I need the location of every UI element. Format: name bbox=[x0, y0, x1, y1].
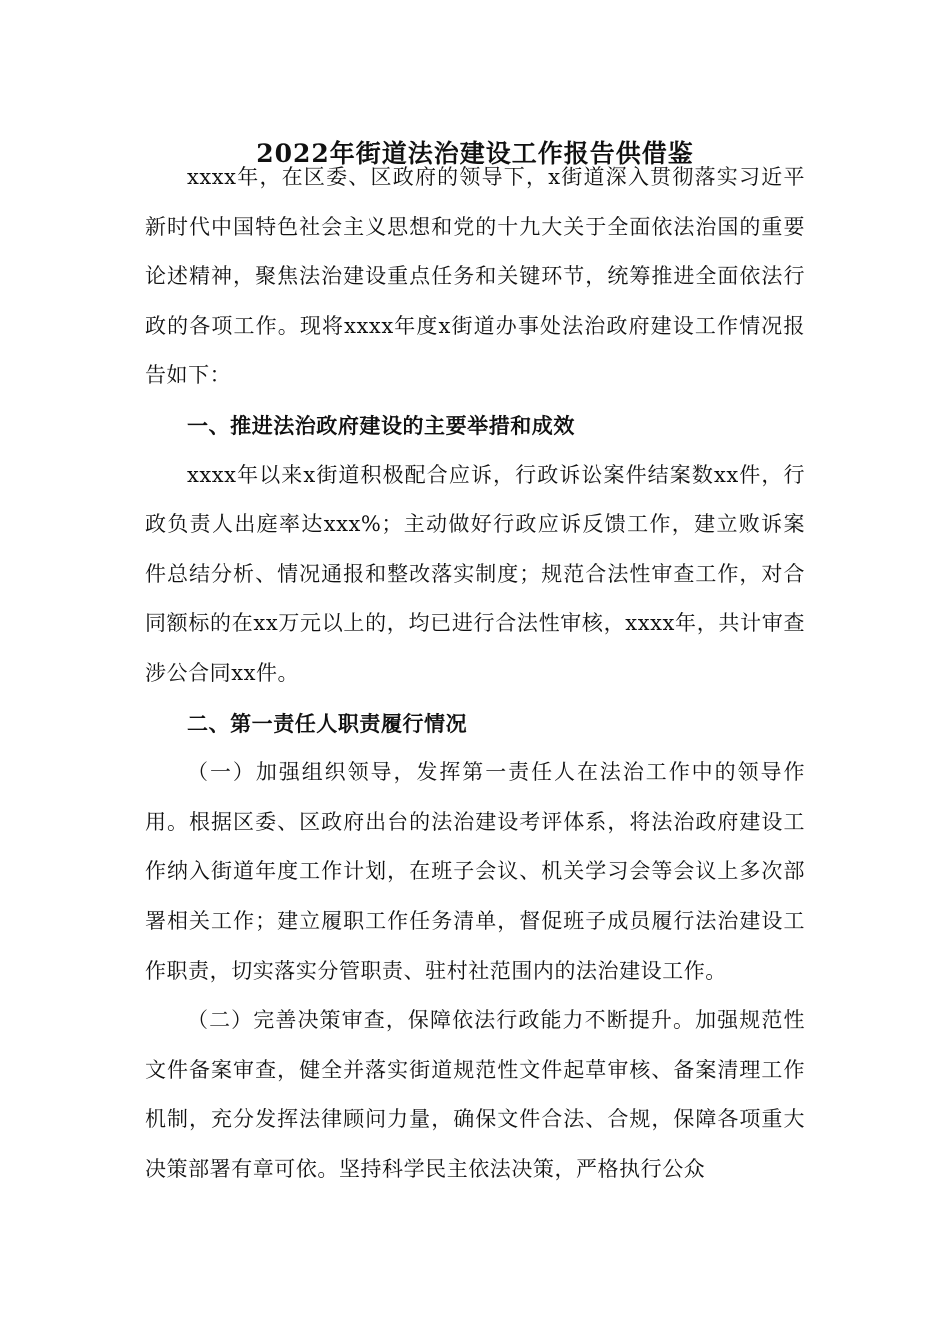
document-body bbox=[145, 153, 805, 1194]
document-title: 2022年街道法治建设工作报告供借鉴 bbox=[256, 139, 694, 168]
section-2-paragraph-2: （二）完善决策审查，保障依法行政能力不断提升。加强规范性文件备案审查，健全并落实街道规范性文件起草审核、备案清理工作机制，充分发挥法律顾问力量，确保文件合法、合规，保障各项重大决策部署有章可依。坚持科学民主依法决策，严格执行公众 bbox=[145, 1008, 805, 1181]
section-1-heading: 一、推进法治政府建设的主要举措和成效 bbox=[187, 412, 575, 438]
section-1-paragraph: xxxx年以来x街道积极配合应诉，行政诉讼案件结案数xx件，行政负责人出庭率达xxx%；主动做好行政应诉反馈工作，建立败诉案件总结分析、情况通报和整改落实制度；规范合法性审查工作，对合同额标的在xx万元以上的，均已进行合法性审核，xxxx年，共计审查涉公合同xx件。 bbox=[145, 462, 805, 685]
section-2-heading: 二、第一责任人职责履行情况 bbox=[187, 710, 468, 736]
section-2-paragraph-1: （一）加强组织领导，发挥第一责任人在法治工作中的领导作用。根据区委、区政府出台的法治建设考评体系，将法治政府建设工作纳入街道年度工作计划，在班子会议、机关学习会等会议上多次部署相关工作；建立履职工作任务清单，督促班子成员履行法治建设工作职责，切实落实分管职责、驻村社范围内的法治建设工作。 bbox=[145, 760, 805, 983]
intro-paragraph: xxxx年，在区委、区政府的领导下，x街道深入贯彻落实习近平新时代中国特色社会主义思想和党的十九大关于全面依法治国的重要论述精神，聚焦法治建设重点任务和关键环节，统筹推进全面依法行政的各项工作。现将xxxx年度x街道办事处法治政府建设工作情况报告如下： bbox=[145, 165, 805, 388]
